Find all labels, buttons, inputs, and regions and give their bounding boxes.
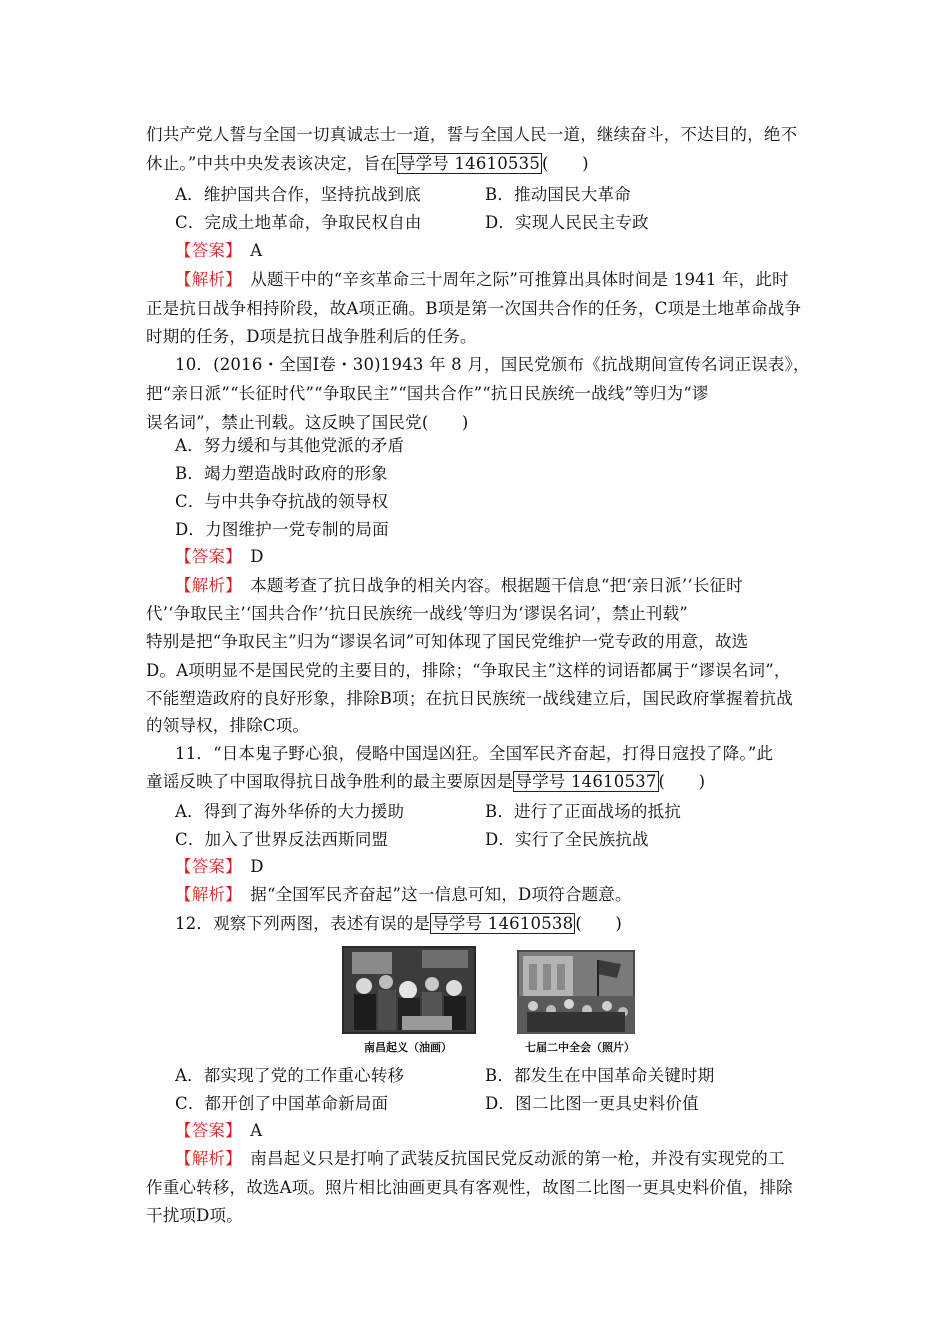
q9-option-b: B．推动国民大革命 [485,185,631,204]
figure2-caption: 七届二中全会（照片） [525,1041,635,1054]
q10-stem-line1: 10．(2016・全国Ⅰ卷・30)1943 年 8 月，国民党颁布《抗战期间宣传名词正误表》， [175,355,810,374]
q12-analysis-line1: 【解析】 南昌起义只是打响了武装反抗国民党反动派的第一枪，并没有实现党的工 [175,1149,785,1168]
guide-number-box: 导学号 14610537 [515,772,657,791]
answer-label: 【答案】 [175,1121,234,1140]
answer-label: 【答案】 [175,241,234,260]
answer-label: 【答案】 [175,547,234,566]
q12-option-a: A．都实现了党的工作重心转移 [175,1066,405,1085]
q10-analysis-line5: 不能塑造政府的良好形象，排除B项；在抗日民族统一战线建立后，国民政府掌握着抗战 [146,689,793,708]
q9-answer: 【答案】 A [175,241,263,260]
q10-analysis-line6: 的领导权，排除C项。 [146,716,310,735]
q12-analysis-line2: 作重心转移，故选A项。照片相比油画更具有客观性，故图二比图一更具史料价值，排除 [146,1178,793,1197]
q12-option-d: D．图二比图一更具史料价值 [485,1094,699,1113]
q11-answer: 【答案】 D [175,857,264,876]
q10-option-c: C．与中共争夺抗战的领导权 [175,492,389,511]
guide-number-box: 导学号 14610538 [432,914,574,933]
q11-option-b: B．进行了正面战场的抵抗 [485,802,682,821]
q10-option-a: A．努力缓和与其他党派的矛盾 [175,436,405,455]
figure1-caption: 南昌起义（油画） [364,1041,452,1054]
q12-stem: 12．观察下列两图，表述有误的是 导学号 14610538 ( ) [175,914,623,933]
analysis-label: 【解析】 [175,885,234,904]
answer-label: 【答案】 [175,857,234,876]
q10-analysis-line4: D。A项明显不是国民党的主要目的，排除；“争取民主”这样的词语都属于“谬误名词”， [146,661,791,680]
q11-stem-line2: 童谣反映了中国取得抗日战争胜利的最主要原因是 导学号 14610537 ( ) [146,772,706,791]
q9-option-d: D．实现人民民主专政 [485,213,649,232]
q9-analysis-line3: 时期的任务，D项是抗日战争胜利后的任务。 [146,327,477,346]
q10-answer: 【答案】 D [175,547,264,566]
q12-option-b: B．都发生在中国革命关键时期 [485,1066,715,1085]
q10-option-d: D．力图维护一党专制的局面 [175,520,389,539]
q10-analysis-line2: 代’‘争取民主’‘国共合作’‘抗日民族统一战线’等归为‘谬误名词’，禁止刊载” [146,604,688,623]
second-plenum-photo [517,950,635,1034]
q9-analysis-line2: 正是抗日战争相持阶段，故A项正确。B项是第一次国共合作的任务，C项是土地革命战争 [146,299,802,318]
q12-option-c: C．都开创了中国革命新局面 [175,1094,389,1113]
q12-answer: 【答案】 A [175,1121,263,1140]
q10-stem-line3: 误名词”，禁止刊载。这反映了国民党( ) [146,413,469,432]
nanchang-uprising-painting [342,946,476,1034]
q9-stem-line2: 休止。”中共中央发表该决定，旨在 导学号 14610535 ( ) [146,154,589,173]
q9-option-a: A．维护国共合作，坚持抗战到底 [175,185,421,204]
q10-stem-line2: 把“亲日派”“长征时代”“争取民主”“国共合作”“抗日民族统一战线”等归为“谬 [146,384,709,403]
analysis-label: 【解析】 [175,1149,234,1168]
q11-option-d: D．实行了全民族抗战 [485,830,649,849]
q12-analysis-line3: 干扰项D项。 [146,1206,243,1225]
q11-option-a: A．得到了海外华侨的大力援助 [175,802,405,821]
q11-option-c: C．加入了世界反法西斯同盟 [175,830,389,849]
q11-analysis-line1: 【解析】 据“全国军民齐奋起”这一信息可知，D项符合题意。 [175,885,632,904]
q9-stem-line1: 们共产党人誓与全国一切真诚志士一道，誓与全国人民一道，继续奋斗，不达目的，绝不 [146,125,798,144]
analysis-label: 【解析】 [175,270,234,289]
q10-analysis-line1: 【解析】 本题考查了抗日战争的相关内容。根据题干信息“把‘亲日派’‘长征时 [175,576,743,595]
analysis-label: 【解析】 [175,576,234,595]
q9-analysis-line1: 【解析】 从题干中的“辛亥革命三十周年之际”可推算出具体时间是 1941 年，此时 [175,270,789,289]
q10-option-b: B．竭力塑造战时政府的形象 [175,464,388,483]
q11-stem-line1: 11．“日本鬼子野心狼，侵略中国逞凶狂。全国军民齐奋起，打得日寇投了降。”此 [175,744,774,763]
q10-analysis-line3: 特别是把“争取民主”归为“谬误名词”可知体现了国民党维护一党专政的用意，故选 [146,632,749,651]
q9-option-c: C．完成土地革命，争取民权自由 [175,213,422,232]
guide-number-box: 导学号 14610535 [398,154,541,173]
